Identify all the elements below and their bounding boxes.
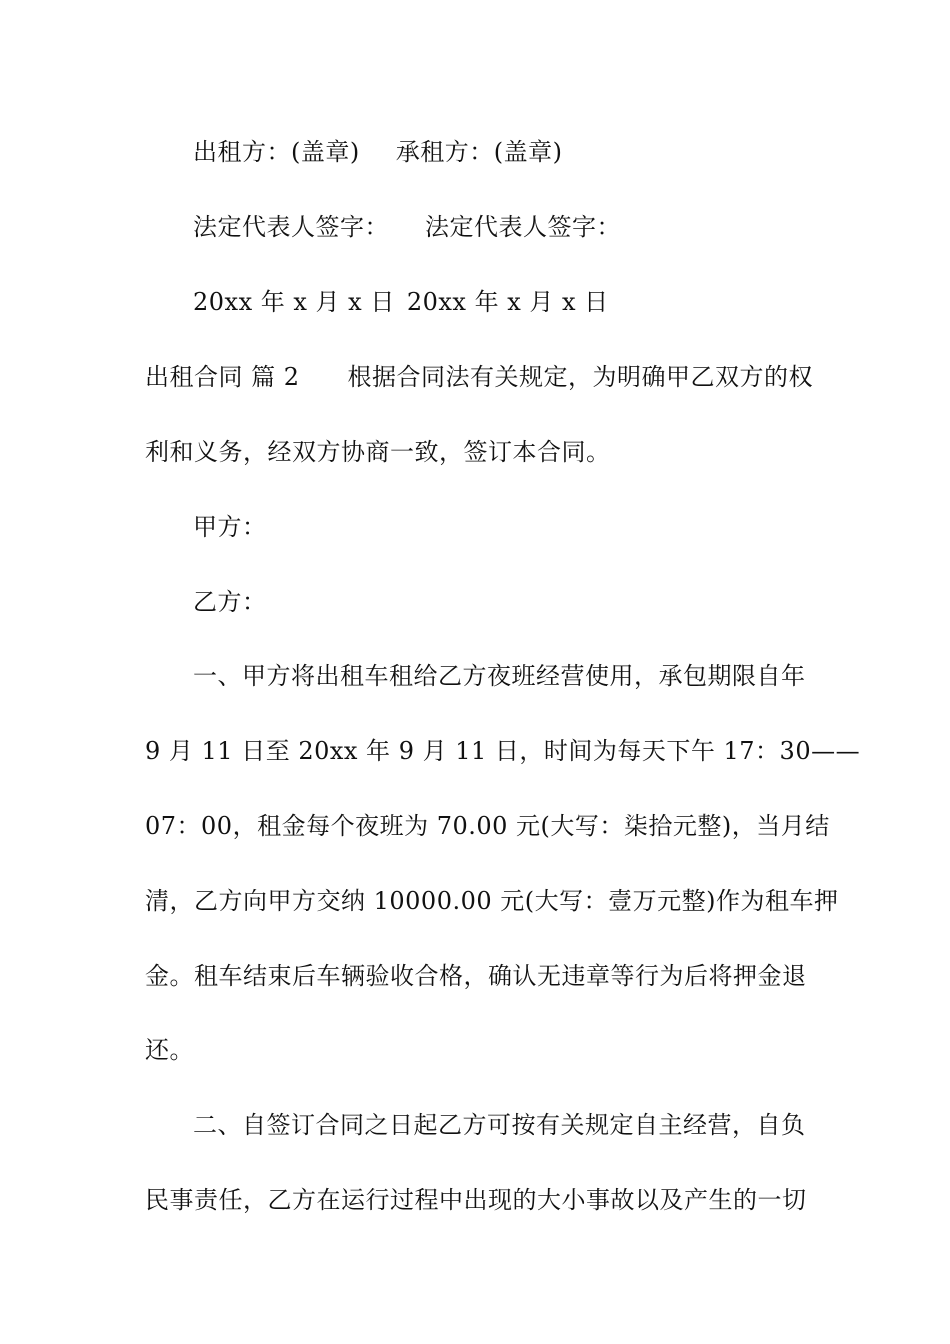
clause-2-line: 民事责任，乙方在运行过程中出现的大小事故以及产生的一切 — [145, 1186, 807, 1214]
section-heading-row — [145, 361, 815, 393]
lessor-seal-label: 出租方：(盖章) — [193, 138, 360, 166]
clause-1-line: 还。 — [145, 1036, 194, 1064]
date-row — [193, 286, 813, 318]
clause-1-line: 金。租车结束后车辆验收合格，确认无违章等行为后将押金退 — [145, 962, 807, 990]
clause-1-line: 9 月 11 日至 20xx 年 9 月 11 日，时间为每天下午 17：30—— — [145, 737, 861, 765]
party-b-label: 乙方： — [193, 588, 267, 616]
clause-1-line: 一、甲方将出租车租给乙方夜班经营使用，承包期限自年 — [193, 662, 806, 690]
section-heading: 出租合同 篇 2 — [145, 363, 300, 391]
lessor-legal-rep-label: 法定代表人签字： — [193, 213, 389, 241]
lessor-date: 20xx 年 x 月 x 日 — [193, 288, 395, 316]
lessee-date: 20xx 年 x 月 x 日 — [406, 288, 609, 316]
clause-1-line: 07：00，租金每个夜班为 70.00 元(大写：柒拾元整)，当月结 — [145, 812, 830, 840]
legal-rep-row — [193, 211, 813, 243]
signature-seal-row — [193, 136, 813, 168]
lessee-seal-label: 承租方：(盖章) — [395, 138, 563, 166]
party-a-label: 甲方： — [193, 513, 267, 541]
clause-1-line: 清，乙方向甲方交纳 10000.00 元(大写：壹万元整)作为租车押 — [145, 887, 839, 915]
paragraph-line: 根据合同法有关规定，为明确甲乙双方的权 — [347, 363, 814, 391]
clause-2-line: 二、自签订合同之日起乙方可按有关规定自主经营，自负 — [193, 1111, 806, 1139]
paragraph-line: 利和义务，经双方协商一致，签订本合同。 — [145, 438, 611, 466]
lessee-legal-rep-label: 法定代表人签字： — [425, 213, 621, 241]
